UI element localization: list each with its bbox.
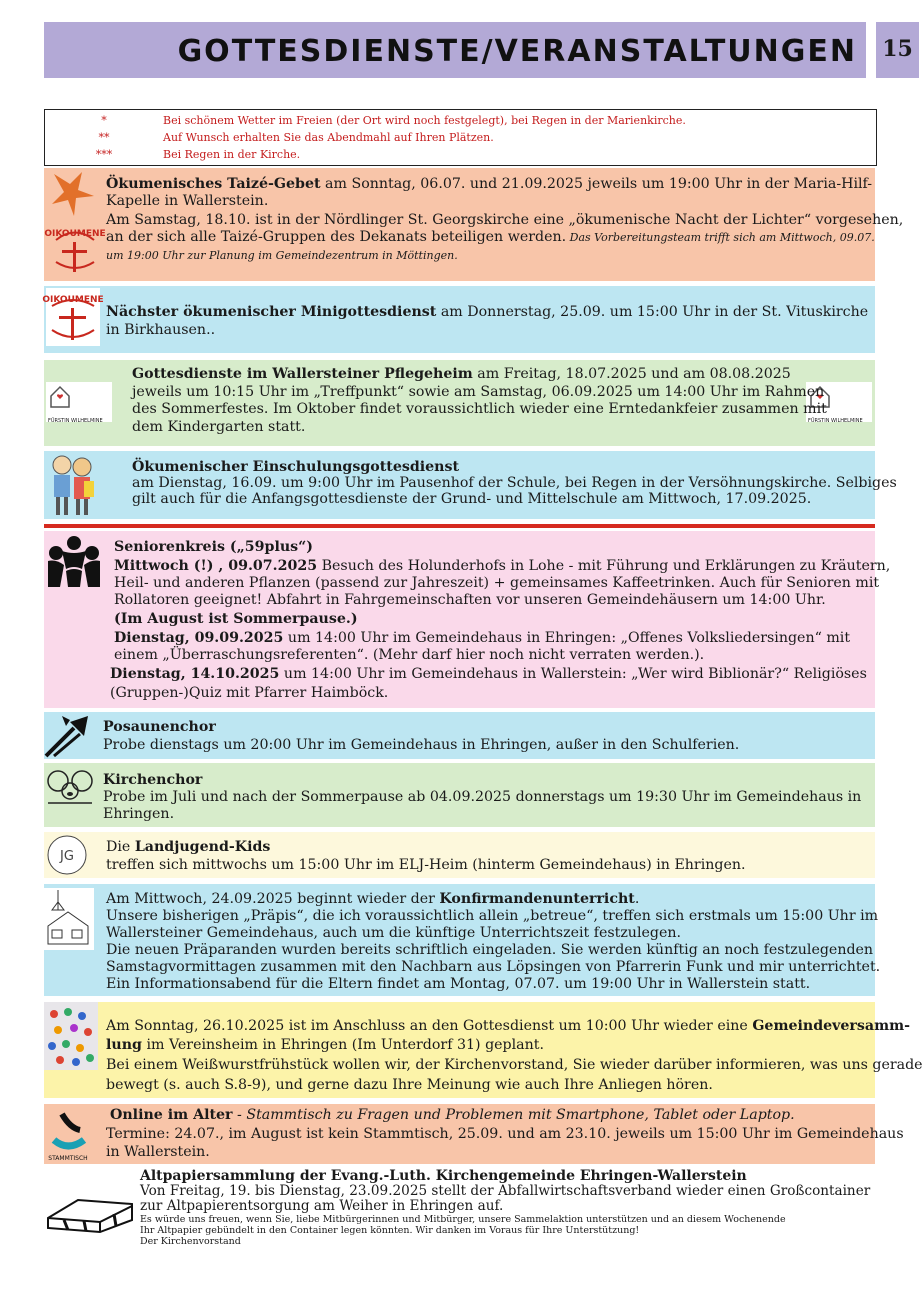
online-im-alter-section: STAMMTISCH Online im Alter - Stammtisch zu Fragen und Problemen mit Smartphone, Tablet oder Laptop. Termine: 24.07., im August ist kein Stammtisch, 25.09. und am 23.10. jeweils um 15:00 Uhr im Gemeindehaus in Wallerstein.: [44, 1104, 875, 1164]
fuerstin-wilhelmine-logo-icon: FÜRSTIN WILHELMINE: [46, 382, 112, 422]
senioren-line-2: Heil- und anderen Pflanzen (passend zur Jahreszeit) + gemeinsames Kaffeetrinken. Auch für Senioren mit: [114, 575, 880, 591]
oikoumene-cross-icon: [44, 170, 106, 276]
people-pieces-icon: [44, 1002, 98, 1070]
kirchenchor-section: [44, 763, 875, 827]
seniorenkreis-section: Seniorenkreis („59plus“) Mittwoch (!) , 09.07.2025 Besuch des Holunderhofs in Lohe - mit Führung und Erklärungen zu Kräutern, Heil- und anderen Pflanzen (passend zur Jahreszeit) + gemeinsames Kaffeetrinken. Auch für Senioren mit Rollatoren geeignet! Abfahrt in Fahrgemeinschaften vor unseren Gemeindehäusern um 14:00 Uhr. (Im August ist Sommerpause.) Dienstag, 09.09.2025 um 14:00 Uhr im Gemeindehaus in Ehringen: „Offenes Volksliedersingen“ mit einem „Überraschungsreferenten“. (Mehr darf hier noch nicht verraten werden.). Dienstag, 14.10.2025 um 14:00 Uhr im Gemeindehaus in Wallerstein: „Wer wird Biblionär?“ Religiöses (Gruppen-)Quiz mit Pfarrer Haimböck.: [44, 531, 875, 708]
posaune-line-1: Probe dienstags um 20:00 Uhr im Gemeindehaus in Ehringen, außer in den Schulferien.: [103, 737, 740, 753]
paper-bundle-icon: [44, 1192, 136, 1234]
versammlung-line-4: bewegt (s. auch S.8-9), und gerne dazu Ihre Meinung wie auch Ihre Anliegen hören.: [106, 1077, 713, 1093]
pflege-title: Gottesdienste im Wallersteiner Pflegeheim: [132, 366, 473, 382]
gemeindeversammlung-section: Am Sonntag, 26.10.2025 ist im Anschluss an den Gottesdienst um 10:00 Uhr wieder eine Gemeindeversamm- lung im Vereinsheim in Ehringen (Im Unterdorf 31) geplant. Bei einem Weißwurstfrühstück wollen wir, der Kirchenvorstand, Sie wieder darüber informieren, was uns gerade bewegt (s. auch S.8-9), und gerne dazu Ihre Meinung wie auch Ihre Anliegen hören.: [44, 1002, 875, 1098]
pflege-line-4: dem Kindergarten statt.: [132, 419, 306, 435]
pflege-line-2: jeweils um 10:15 Uhr im „Treffpunkt“ sowie am Samstag, 06.09.2025 um 14:00 Uhr im Rahmen: [132, 384, 825, 400]
svg-text:STAMMTISCH: STAMMTISCH: [48, 1155, 88, 1162]
posaunenchor-section: [44, 712, 875, 759]
altpapier-line-2: zur Altpapierentsorgung am Weiher in Ehringen auf.: [140, 1198, 504, 1214]
oikoumene-cross-icon: [42, 288, 104, 346]
online-line-2: Termine: 24.07., im August ist kein Stammtisch, 25.09. und am 23.10. jeweils um 15:00 Uhr im Gemeindehaus: [106, 1126, 904, 1142]
altpapier-line-1: Von Freitag, 19. bis Dienstag, 23.09.2025 stellt der Abfallwirtschaftsverband wieder einen Großcontainer: [140, 1183, 871, 1199]
kirchenchor-title: Kirchenchor: [103, 772, 203, 788]
altpapier-small-1: Es würde uns freuen, wenn Sie, liebe Mitbürgerinnen und Mitbürger, unsere Sammelaktion unterstützen und an diesem Wochenende: [140, 1214, 786, 1225]
taize-line-5: um 19:00 Uhr zur Planung im Gemeindezentrum in Möttingen.: [106, 249, 458, 262]
page-title: GOTTESDIENSTE/VERANSTALTUNGEN: [177, 34, 857, 69]
taize-line-3: Am Samstag, 18.10. ist in der Nördlinger St. Georgskirche eine „ökumenische Nacht der Lichter“ vorgesehen,: [106, 212, 904, 228]
senioren-title: Seniorenkreis („59plus“): [114, 539, 314, 555]
versammlung-title: Gemeindeversamm-: [752, 1018, 910, 1034]
pflege-line-3: des Sommerfestes. Im Oktober findet voraussichtlich wieder eine Erntedankfeier zusammen mit: [132, 401, 827, 417]
einschulung-section: [44, 451, 897, 519]
konfi-line-4: Die neuen Präparanden wurden bereits schriftlich eingeladen. Sie werden künftig an noch festzulegenden: [106, 942, 874, 958]
landjugend-title: Landjugend-Kids: [134, 839, 271, 855]
taize-section: OIKOUMENE Ökumenisches Taizé-Gebet am Sonntag, 06.07. und 21.09.2025 jeweils um 19:00 Uhr in der Maria-Hilf- Kapelle in Wallerstein. Am Samstag, 18.10. ist in der Nördlinger St. Georgskirche eine „ökumenische Nacht der Lichter“ vorgesehen, an der sich alle Taizé-Gruppen des Dekanats beteiligen werden. Das Vorbereitungsteam trifft sich am Mittwoch, 09.07. um 19:00 Uhr zur Planung im Gemeindezentrum in Möttingen.: [44, 168, 875, 281]
senioren-line-7: (Gruppen-)Quiz mit Pfarrer Haimböck.: [110, 685, 389, 701]
konfi-line-6: Ein Informationsabend für die Eltern findet am Montag, 07.07. um 19:00 Uhr in Wallerstein statt.: [106, 976, 811, 992]
taize-line-2: Kapelle in Wallerstein.: [106, 193, 269, 209]
svg-text:OIKOUMENE: OIKOUMENE: [42, 295, 104, 305]
fuerstin-wilhelmine-logo-icon: FÜRSTIN WILHELMINE: [806, 382, 872, 422]
choir-faces-icon: [44, 767, 96, 807]
konfi-line-3: Wallersteiner Gemeindehaus, auch um die künftige Unterrichtszeit festzulegen.: [106, 925, 682, 941]
altpapier-small-2: Ihr Altpapier gebündelt in den Container legen könnten. Wir danken im Voraus für Ihre Unterstützung!: [140, 1225, 640, 1236]
einschulung-line-1: am Dienstag, 16.09. um 9:00 Uhr im Pausenhof der Schule, bei Regen in der Versöhnungskirche. Selbiges: [132, 475, 897, 491]
landjugend-line-1: treffen sich mittwochs um 15:00 Uhr im ELJ-Heim (hinterm Gemeindehaus) in Ehringen.: [106, 857, 746, 873]
konfi-line-5: Samstagvormittagen zusammen mit den Nachbarn aus Löpsingen von Pfarrerin Funk und mir unterrichtet.: [106, 959, 881, 975]
taize-title: Ökumenisches Taizé-Gebet: [106, 176, 321, 192]
versammlung-line-3: Bei einem Weißwurstfrühstück wollen wir, der Kirchenvorstand, Sie wieder darüber informieren, was uns gerade: [106, 1057, 923, 1073]
church-house-icon: [44, 888, 94, 950]
konfi-line-2: Unsere bisherigen „Präpis“, die ich voraussichtlich allein „betreue“, treffen sich erstmals um 15:00 Uhr im: [106, 908, 879, 924]
senioren-pause: (Im August ist Sommerpause.): [114, 611, 358, 627]
notes-legend: * Bei schönem Wetter im Freien (der Ort wird noch festgelegt), bei Regen in der Marienkirche. ** Auf Wunsch erhalten Sie das Abendmahl auf Ihren Plätzen. *** Bei Regen in der Kirche.: [44, 109, 877, 166]
seniors-group-icon: [46, 535, 102, 587]
online-line-3: in Wallerstein.: [106, 1144, 210, 1160]
einschulung-line-2: gilt auch für die Anfangsgottesdienste der Grund- und Mittelschule am Mittwoch, 17.09.2025.: [132, 491, 812, 507]
kirchenchor-line-2: Ehringen.: [103, 806, 175, 822]
senioren-line-5: einem „Überraschungsreferenten“. (Mehr darf hier noch nicht verraten werden.).: [114, 647, 705, 663]
oikoumene-label: OIKOUMENE: [44, 229, 106, 239]
section-divider: [44, 524, 875, 528]
senioren-line-3: Rollatoren geeignet! Abfahrt in Fahrgemeinschaften vor unseren Gemeindehäusern um 14:00 Uhr.: [114, 592, 826, 608]
landjugend-logo-icon: [46, 834, 88, 876]
mini-title: Nächster ökumenischer Minigottesdienst: [106, 304, 437, 320]
altpapier-section: [44, 1166, 875, 1258]
altpapier-title: Altpapiersammlung der Evang.-Luth. Kirchengemeinde Ehringen-Wallerstein: [140, 1168, 747, 1184]
altpapier-small-3: Der Kirchenvorstand: [140, 1236, 241, 1247]
trombone-icon: [44, 714, 92, 758]
stammtisch-logo-icon: [44, 1108, 98, 1162]
svg-text:JG: JG: [60, 849, 74, 864]
kirchenchor-line-1: Probe im Juli und nach der Sommerpause ab 04.09.2025 donnerstags um 19:30 Uhr im Gemeindehaus in: [103, 789, 862, 805]
mini-line-2: in Birkhausen..: [106, 322, 216, 338]
konfirmanden-section: Am Mittwoch, 24.09.2025 beginnt wieder der Konfirmandenunterricht. Unsere bisherigen „Präpis“, die ich voraussichtlich allein „betreue“, treffen sich erstmals um 15:00 Uhr im Wallersteiner Gemeindehaus, auch um die künftige Unterrichtszeit festzulegen. Die neuen Präparanden wurden bereits schriftlich eingeladen. Sie werden künftig an noch festzulegenden Samstagvormittagen zusammen mit den Nachbarn aus Löpsingen von Pfarrerin Funk und mir unterrichtet. Ein Informationsabend für die Eltern findet am Montag, 07.07. um 19:00 Uhr in Wallerstein statt.: [44, 884, 875, 996]
pflegeheim-section: FÜRSTIN WILHELMINE FÜRSTIN WILHELMINE Gottesdienste im Wallersteiner Pflegeheim am Freitag, 18.07.2025 und am 08.08.2025 jeweils um 10:15 Uhr im „Treffpunkt“ sowie am Samstag, 06.09.2025 um 14:00 Uhr im Rahmen des Sommerfestes. Im Oktober findet voraussichtlich wieder eine Erntedankfeier zusammen mit dem Kindergarten statt.: [44, 360, 875, 446]
school-children-icon: [48, 451, 96, 519]
page-number: 15: [882, 36, 913, 62]
online-title: Online im Alter: [110, 1107, 233, 1123]
konfi-title: Konfirmandenunterricht: [439, 891, 635, 907]
einschulung-title: Ökumenischer Einschulungsgottesdienst: [132, 459, 460, 475]
landjugend-section: JG Die Landjugend-Kids treffen sich mittwochs um 15:00 Uhr im ELJ-Heim (hinterm Gemeindehaus) in Ehringen.: [44, 832, 875, 878]
minigottesdienst-section: OIKOUMENE Nächster ökumenischer Minigottesdienst am Donnerstag, 25.09. um 15:00 Uhr in der St. Vituskirche in Birkhausen..: [44, 286, 875, 353]
posaune-title: Posaunenchor: [103, 719, 216, 735]
